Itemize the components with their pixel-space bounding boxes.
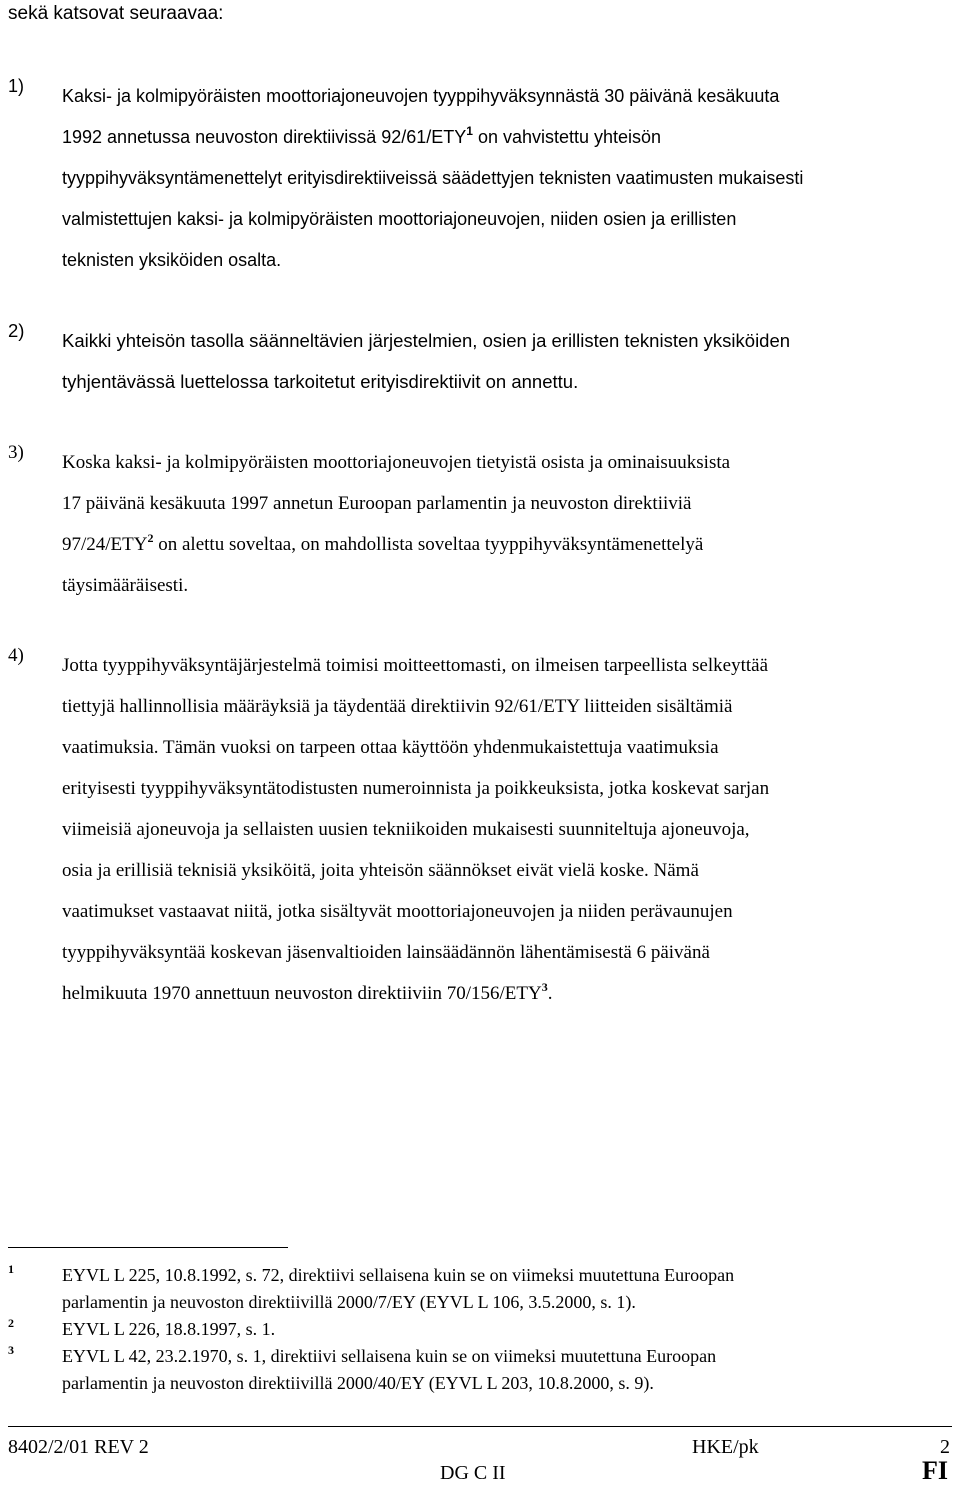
paragraph-line: Koska kaksi- ja kolmipyöräisten moottoriajoneuvojen tietyistä osista ja ominaisuuksista [62,452,731,473]
paragraph-line: tyhjentävässä luettelossa tarkoitetut erityisdirektiivit on annettu. [62,371,579,392]
intro-text: sekä katsovat seuraavaa: [8,3,224,24]
footnote-line: EYVL L 42, 23.2.1970, s. 1, direktiivi sellaisena kuin se on viimeksi muutettuna Euroopan [62,1346,717,1366]
footnote-line: parlamentin ja neuvoston direktiivillä 2000/7/EY (EYVL L 106, 3.5.2000, s. 1). [62,1292,636,1312]
footnote-line: EYVL L 226, 18.8.1997, s. 1. [62,1319,276,1339]
document-reference: 8402/2/01 REV 2 [8,1436,149,1458]
author-initials: HKE/pk [692,1436,759,1458]
language-code: FI [922,1456,948,1485]
paragraph-number: 1) [8,76,25,96]
footnote-separator [8,1247,288,1248]
paragraph-line: 17 päivänä kesäkuuta 1997 annetun Euroopan parlamentin ja neuvoston direktiiviä [62,493,692,514]
footer-separator [8,1426,952,1427]
footnote-ref: 3 [541,980,548,994]
paragraph-line: vaatimuksia. Tämän vuoksi on tarpeen ottaa käyttöön yhdenmukaistettuja vaatimuksia [62,737,719,758]
line-text: . [547,983,553,1004]
paragraph-line: valmistettujen kaksi- ja kolmipyöräisten moottoriajoneuvojen, niiden osien ja erillisten [62,209,737,229]
paragraph-line: teknisten yksiköiden osalta. [62,250,282,270]
line-text: 97/24/ETY [62,534,148,555]
footnote-line: parlamentin ja neuvoston direktiivillä 2000/40/EY (EYVL L 203, 10.8.2000, s. 9). [62,1373,654,1393]
paragraph-number: 2) [8,320,25,341]
paragraph-line: Kaikki yhteisön tasolla säänneltävien järjestelmien, osien ja erillisten teknisten yksiköiden [62,330,791,351]
line-text: on vahvistettu yhteisön [472,127,662,147]
paragraph-line: tyyppihyväksyntämenettelyt erityisdirektiiveissä säädettyjen teknisten vaatimusten mukaisesti [62,168,804,188]
paragraph-number: 3) [8,442,24,463]
paragraph-line: viimeisiä ajoneuvoja ja sellaisten uusien tekniikoiden mukaisesti suunniteltuja ajoneuvoja, [62,819,750,840]
paragraph-line: Jotta tyyppihyväksyntäjärjestelmä toimisi moitteettomasti, on ilmeisen tarpeellista selkeyttää [62,655,769,676]
line-text: on alettu soveltaa, on mahdollista soveltaa tyyppihyväksyntämenettelyä [153,534,704,555]
footnote-ref: 2 [147,531,154,545]
page-number: 2 [940,1436,950,1458]
paragraph-line [62,973,769,1014]
line-text: helmikuuta 1970 annettuun neuvoston direktiiviin 70/156/ETY [62,983,542,1004]
paragraph-line: vaatimukset vastaavat niitä, jotka sisältyvät moottoriajoneuvojen ja niiden perävaunujen [62,901,733,922]
paragraph-line [62,524,730,565]
footnote-number: 1 [8,1262,14,1276]
footnote-number: 2 [8,1316,14,1330]
paragraph-line: tiettyjä hallinnollisia määräyksiä ja täydentää direktiivin 92/61/ETY liitteiden sisältämiä [62,696,733,717]
line-text: 1992 annetussa neuvoston direktiivissä 92/61/ETY [62,127,467,147]
footnote-line: EYVL L 225, 10.8.1992, s. 72, direktiivi sellaisena kuin se on viimeksi muutettuna Euroopan [62,1265,735,1285]
footnote-ref: 1 [466,124,473,138]
paragraph-line: täysimääräisesti. [62,575,189,596]
paragraph-line: tyyppihyväksyntää koskevan jäsenvaltioiden lainsäädännön lähentämisestä 6 päivänä [62,942,710,963]
paragraph-line: erityisesti tyyppihyväksyntätodistusten numeroinnista ja poikkeuksista, jotka koskevat sarjan [62,778,770,799]
paragraph-number: 4) [8,645,24,666]
paragraph-line: Kaksi- ja kolmipyöräisten moottoriajoneuvojen tyyppihyväksynnästä 30 päivänä kesäkuuta [62,86,780,106]
paragraph-line: osia ja erillisiä teknisiä yksiköitä, joita yhteisön säännökset eivät vielä koske. Nämä [62,860,699,881]
directorate-general: DG C II [440,1462,506,1484]
paragraph-line [62,117,803,158]
footnote-number: 3 [8,1343,14,1357]
